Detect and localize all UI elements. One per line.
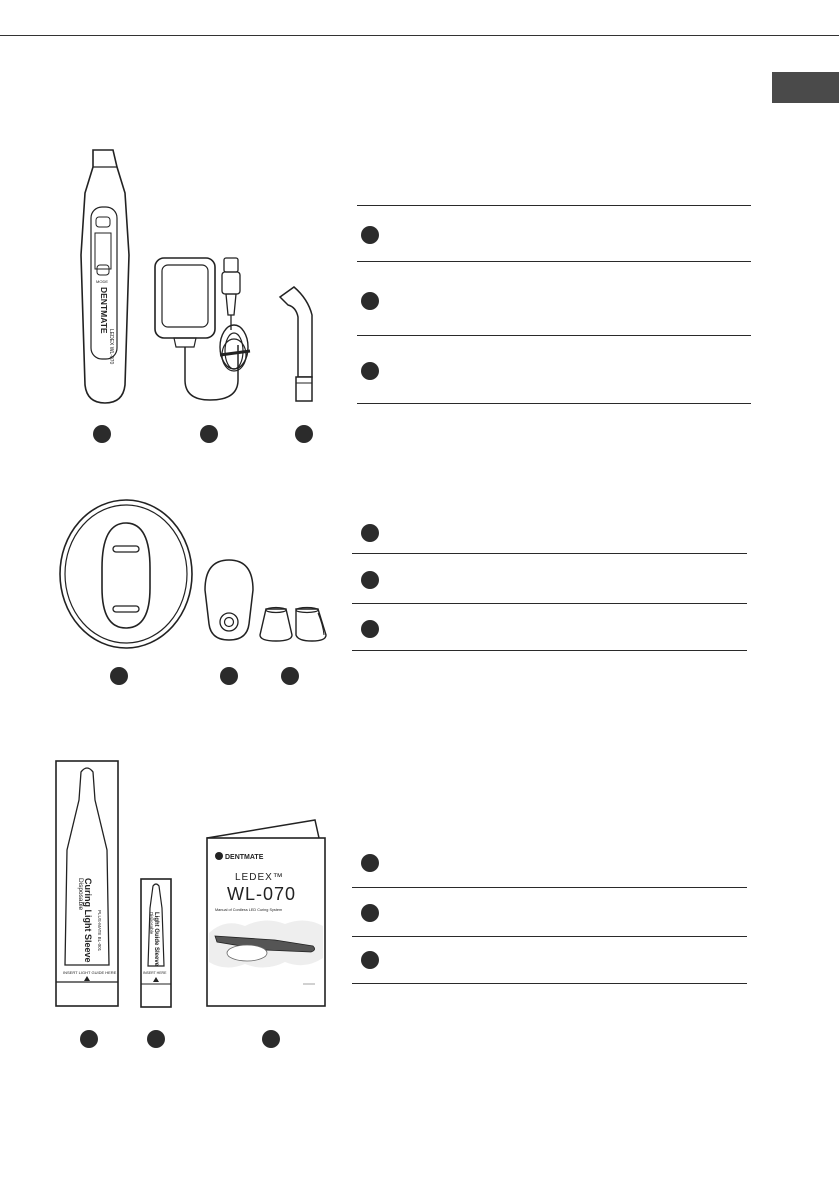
charger-illustration: [150, 255, 260, 405]
table3-marker-9: [361, 951, 379, 969]
table2-marker-4: [361, 524, 379, 542]
table3-rule-bottom: [352, 983, 747, 984]
handpiece-illustration: [75, 145, 135, 407]
table1-rule-1: [357, 261, 751, 262]
guide-sleeve-hint: INSERT HERE: [143, 971, 167, 975]
curing-sleeve-hint: INSERT LIGHT GUIDE HERE: [63, 970, 117, 975]
guide-sleeve-title: Light Guide Sleeve: [153, 912, 159, 967]
item-marker-8: [147, 1030, 165, 1048]
table2-rule-1: [352, 553, 747, 554]
handpiece-brand-text: DENTMATE: [99, 287, 109, 334]
manual-model-text: WL-070: [227, 884, 297, 904]
item-marker-5: [220, 667, 238, 685]
item-marker-7: [80, 1030, 98, 1048]
item-marker-9: [262, 1030, 280, 1048]
manual-subtitle-text: Manual of Cordless LED Curing System: [215, 908, 283, 912]
item-marker-2: [200, 425, 218, 443]
light-guide-illustration: [278, 285, 323, 403]
section-tab: [772, 72, 839, 103]
radiometer-illustration: [203, 558, 255, 642]
table3-marker-8: [361, 904, 379, 922]
manual-brand-text: DENTMATE: [225, 854, 264, 861]
light-guide-sleeve-illustration: [140, 878, 172, 1008]
table3-rule-1: [352, 887, 747, 888]
table3-rule-2: [352, 936, 747, 937]
table2-marker-5: [361, 571, 379, 589]
table1-marker-1: [361, 226, 379, 244]
table1-rule-2: [357, 335, 751, 336]
guide-sleeve-brand: Disposable: [149, 912, 154, 935]
curing-sleeve-brand: Disposable: [77, 878, 84, 911]
manual-product-text: LEDEX™: [235, 872, 284, 883]
curing-sleeve-title: Curing Light Sleeve: [83, 878, 93, 963]
item-marker-3: [295, 425, 313, 443]
item-marker-1: [93, 425, 111, 443]
item-marker-4: [110, 667, 128, 685]
table2-marker-6: [361, 620, 379, 638]
table3-marker-7: [361, 854, 379, 872]
page-top-rule: [0, 35, 839, 36]
table1-marker-2: [361, 292, 379, 310]
table1-rule-top: [357, 205, 751, 206]
charging-base-illustration: [58, 498, 194, 650]
handpiece-model-text: LEDEX WL-070: [108, 329, 114, 365]
curing-sleeve-code: PLUS-MATE BL-001: [97, 910, 102, 952]
curing-light-sleeve-illustration: [55, 760, 120, 1008]
user-manual-illustration: [205, 818, 329, 1010]
handpiece-mode-label: MODE: [96, 279, 108, 284]
eye-shield-cones-illustration: [258, 605, 330, 645]
table1-rule-bottom: [357, 403, 751, 404]
table1-marker-3: [361, 362, 379, 380]
item-marker-6: [281, 667, 299, 685]
table2-rule-2: [352, 603, 747, 604]
table2-rule-bottom: [352, 650, 747, 651]
